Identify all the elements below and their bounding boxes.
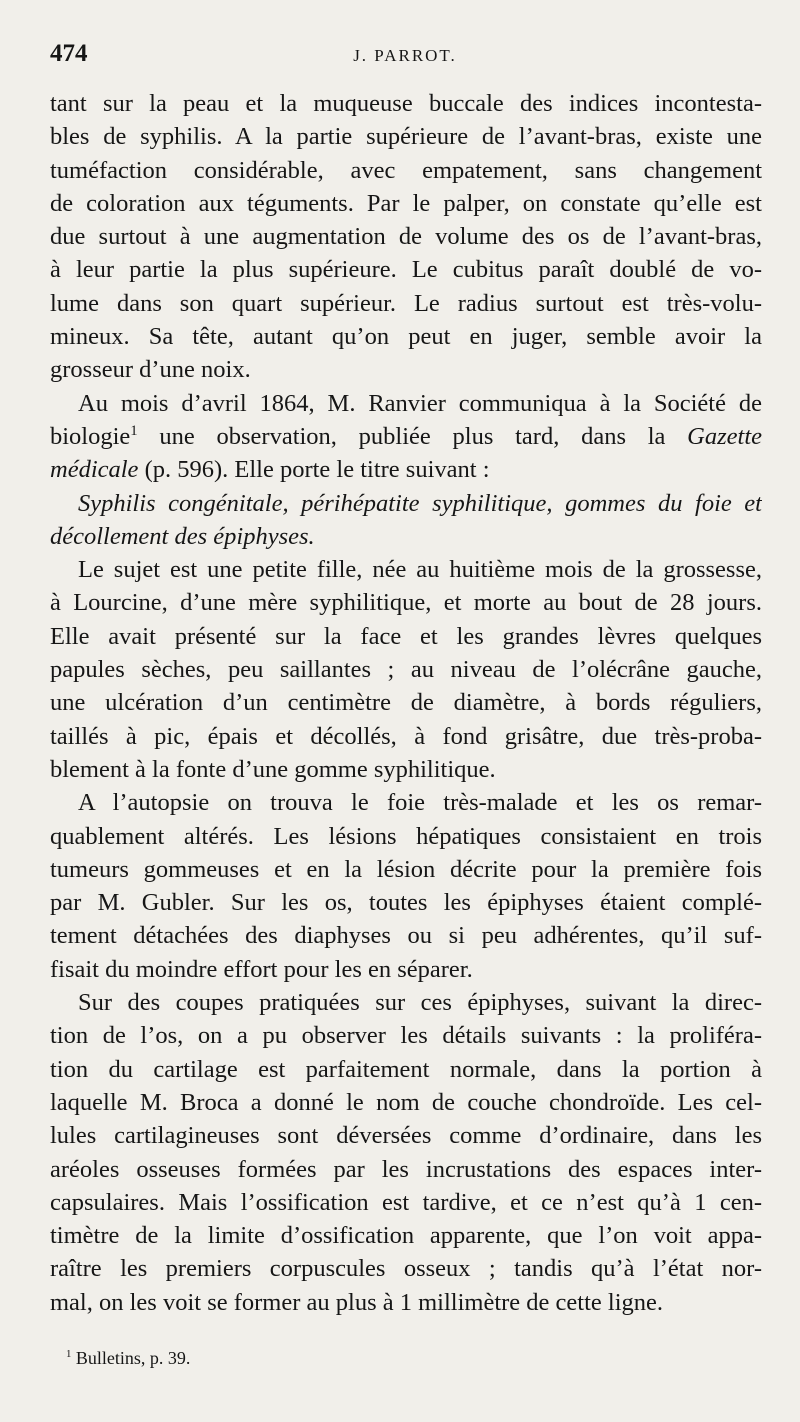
text-line [50,1053,762,1086]
line-text: quablement altérés. Les lésions hépatiques consistaient en trois [50,822,762,850]
text-line [50,1119,762,1152]
line-text: par M. Gubler. Sur les os, toutes les épiphyses étaient complé- [50,889,762,917]
line-text: tement détachées des diaphyses ou si peu adhérentes, qu’il suf- [50,922,762,950]
line-text: raître les premiers corpuscules osseux ; tandis qu’à l’état nor- [50,1255,762,1283]
line-text: lules cartilagineuses sont déversées comme d’ordinaire, dans les [50,1122,762,1150]
line-text: tant sur la peau et la muqueuse buccale des indices incontesta- [50,90,762,117]
line-text: laquelle M. Broca a donné le nom de couche chondroïde. Les cel- [50,1088,762,1116]
line-text: papules sèches, peu saillantes ; au niveau de l’olécrâne gauche, [50,656,762,684]
text-line [50,87,762,120]
line-text: lume dans son quart supérieur. Le radius surtout est très-volu- [50,289,762,317]
line-text: Sur des coupes pratiquées sur ces épiphyses, suivant la direc- [78,989,762,1017]
text-line [50,487,762,520]
italic-text: Gazette [687,422,762,450]
line-text: biologie [50,422,131,450]
italic-text: Syphilis congénitale, périhépatite syphilitique, gommes du foie et [78,489,762,517]
line-text: taillés à pic, épais et décollés, à fond grisâtre, due très-proba- [50,722,762,750]
text-line [50,586,762,619]
text-line [50,320,762,353]
line-text: tion du cartilage est parfaitement normale, dans la portion à [50,1055,762,1083]
text-line [50,953,762,986]
line-text: due surtout à une augmentation de volume des os de l’avant-bras, [50,223,762,251]
text-line [50,387,762,420]
line-text: bles de syphilis. A la partie supérieure de l’avant-bras, existe une [50,123,762,151]
line-text: une observation, publiée plus tard, dans la [137,422,688,450]
text-line [50,553,762,586]
page-header [50,40,760,80]
line-text: mineux. Sa tête, autant qu’on peut en juger, semble avoir la [50,323,762,351]
text-line [50,520,762,553]
text-line [50,853,762,886]
line-text: A l’autopsie on trouva le foie très-malade et les os remar- [78,789,762,817]
body-text [50,87,762,1319]
line-text: blement à la fonte d’une gomme syphilitique. [50,755,496,783]
text-line [50,1286,762,1319]
text-line [50,1086,762,1119]
italic-text: médicale [50,456,139,484]
line-text: une ulcération d’un centimètre de diamètre, à bords réguliers, [50,689,762,717]
line-text: aréoles osseuses formées par les incrustations des espaces inter- [50,1155,762,1183]
footnote-marker: 1 [66,1348,72,1360]
text-line [50,986,762,1019]
text-line [50,120,762,153]
line-text: (p. 596). Elle porte le titre suivant : [138,456,490,484]
text-line [50,1186,762,1219]
text-line [50,453,762,486]
text-line [50,820,762,853]
line-text: tumeurs gommeuses et en la lésion décrite pour la première fois [50,855,762,883]
line-text: Elle avait présenté sur la face et les grandes lèvres quelques [50,622,762,650]
text-line [50,753,762,786]
text-line [50,1252,762,1285]
text-line [50,1219,762,1252]
line-text: grosseur d’une noix. [50,356,251,384]
line-text: capsulaires. Mais l’ossification est tardive, et ce n’est qu’à 1 cen- [50,1188,762,1216]
line-text: fisait du moindre effort pour les en séparer. [50,955,473,983]
line-text: tion de l’os, on a pu observer les détails suivants : la proliféra- [50,1022,762,1050]
text-line [50,653,762,686]
text-line [50,253,762,286]
text-line [50,353,762,386]
text-line [50,420,762,453]
page-number: 474 [50,40,88,67]
line-text: timètre de la limite d’ossification apparente, que l’on voit appa- [50,1222,762,1250]
line-text: à Lourcine, d’une mère syphilitique, et morte au bout de 28 jours. [50,589,762,617]
text-line [50,886,762,919]
footnote [66,1348,190,1369]
line-text: Au mois d’avril 1864, M. Ranvier communiqua à la Société de [78,389,762,417]
text-line [50,187,762,220]
line-text: mal, on les voit se former au plus à 1 millimètre de cette ligne. [50,1288,664,1316]
text-line [50,220,762,253]
text-line [50,1019,762,1052]
line-text: de coloration aux téguments. Par le palper, on constate qu’elle est [50,189,762,217]
line-text: tuméfaction considérable, avec empatement, sans changement [50,156,762,184]
text-line [50,620,762,653]
text-line [50,720,762,753]
footnote-text: Bulletins, p. 39. [71,1348,191,1368]
italic-text: décollement des épiphyses. [50,522,315,550]
text-line [50,686,762,719]
text-line [50,786,762,819]
running-head: J. PARROT. [353,46,457,65]
text-line [50,154,762,187]
line-text: à leur partie la plus supérieure. Le cubitus paraît doublé de vo- [50,256,762,284]
text-line [50,1153,762,1186]
footnote-reference: 1 [130,422,138,439]
line-text: Le sujet est une petite fille, née au huitième mois de la grossesse, [78,556,762,584]
text-line [50,287,762,320]
text-line [50,919,762,952]
